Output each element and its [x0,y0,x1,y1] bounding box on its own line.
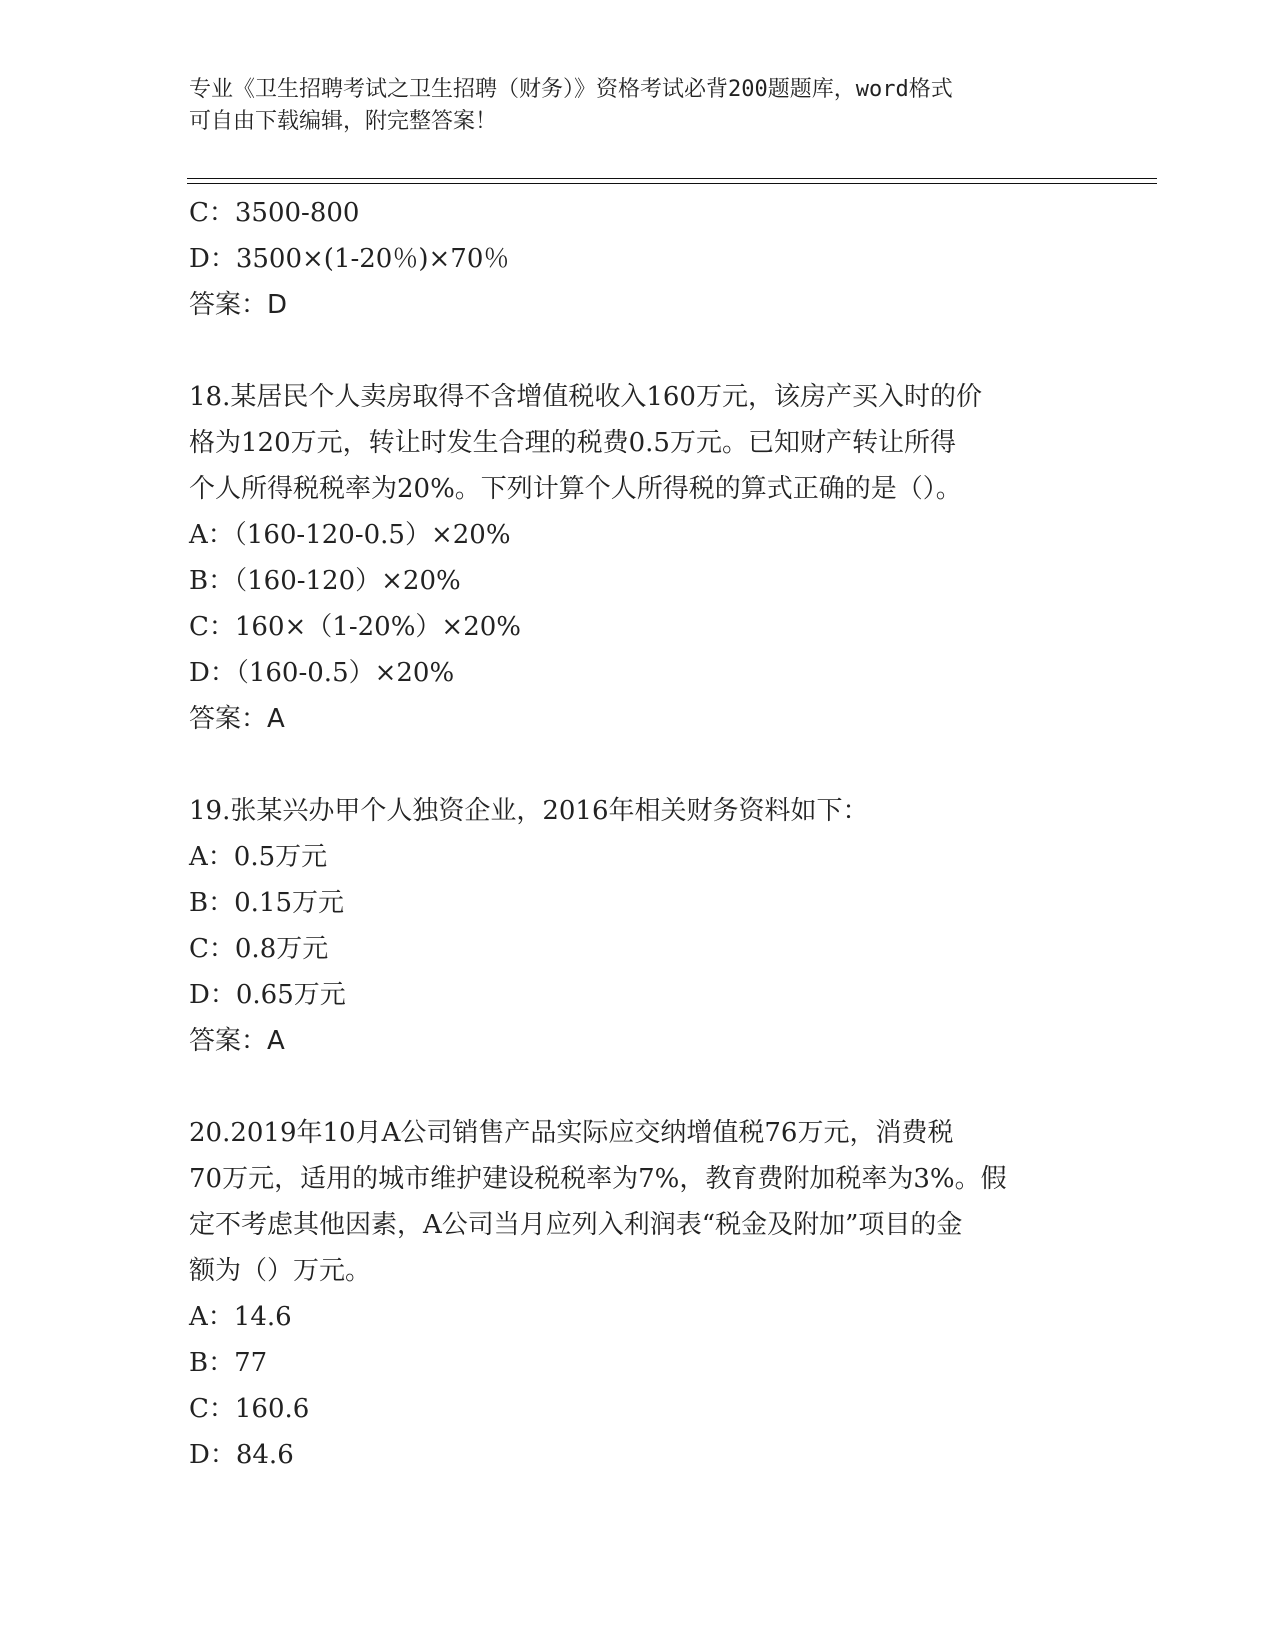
answer: 答案：D [189,290,288,320]
question-text-line: 70万元，适用的城市维护建设税税率为7%，教育费附加税率为3%。假 [189,1164,1007,1194]
option-d: D：3500×(1-20％)×70％ [189,244,510,274]
answer: 答案：A [189,1026,285,1056]
header-rule-bottom [187,183,1157,184]
option-d: D：84.6 [189,1440,294,1470]
option-b: B：0.15万元 [189,888,344,918]
document-header [189,74,1089,138]
option-a: A：0.5万元 [189,842,328,872]
option-d: D：（160-0.5）×20% [189,658,455,688]
question-text-line: 20.2019年10月A公司销售产品实际应交纳增值税76万元，消费税 [189,1118,954,1148]
question-20 [189,1110,1089,1478]
option-c: C：160×（1-20%）×20% [189,612,521,642]
question-text-line: 18.某居民个人卖房取得不含增值税收入160万元，该房产买入时的价 [189,382,982,412]
option-d: D：0.65万元 [189,980,346,1010]
question-19 [189,788,1089,1064]
question-text-line: 个人所得税税率为20%。下列计算个人所得税的算式正确的是（）。 [189,474,962,504]
question-18 [189,374,1089,742]
option-b: B：（160-120）×20% [189,566,461,596]
option-b: B：77 [189,1348,268,1378]
document-body [189,190,1089,1478]
question-17-tail [189,190,1089,328]
header-line-2: 可自由下载编辑，附完整答案！ [189,109,498,134]
question-text-line: 额为（）万元。 [189,1256,372,1286]
header-rule-top [187,178,1157,179]
answer: 答案：A [189,704,285,734]
option-c: C：160.6 [189,1394,310,1424]
option-c: C：3500-800 [189,198,360,228]
question-text-line: 定不考虑其他因素，A公司当月应列入利润表“税金及附加”项目的金 [189,1210,963,1240]
question-text-line: 19.张某兴办甲个人独资企业，2016年相关财务资料如下： [189,796,869,826]
option-c: C：0.8万元 [189,934,329,964]
question-text-line: 格为120万元，转让时发生合理的税费0.5万元。已知财产转让所得 [189,428,956,458]
header-line-1: 专业《卫生招聘考试之卫生招聘（财务）》资格考试必背200题题库，word格式 [189,77,953,102]
option-a: A：14.6 [189,1302,292,1332]
option-a: A：（160-120-0.5）×20% [189,520,511,550]
